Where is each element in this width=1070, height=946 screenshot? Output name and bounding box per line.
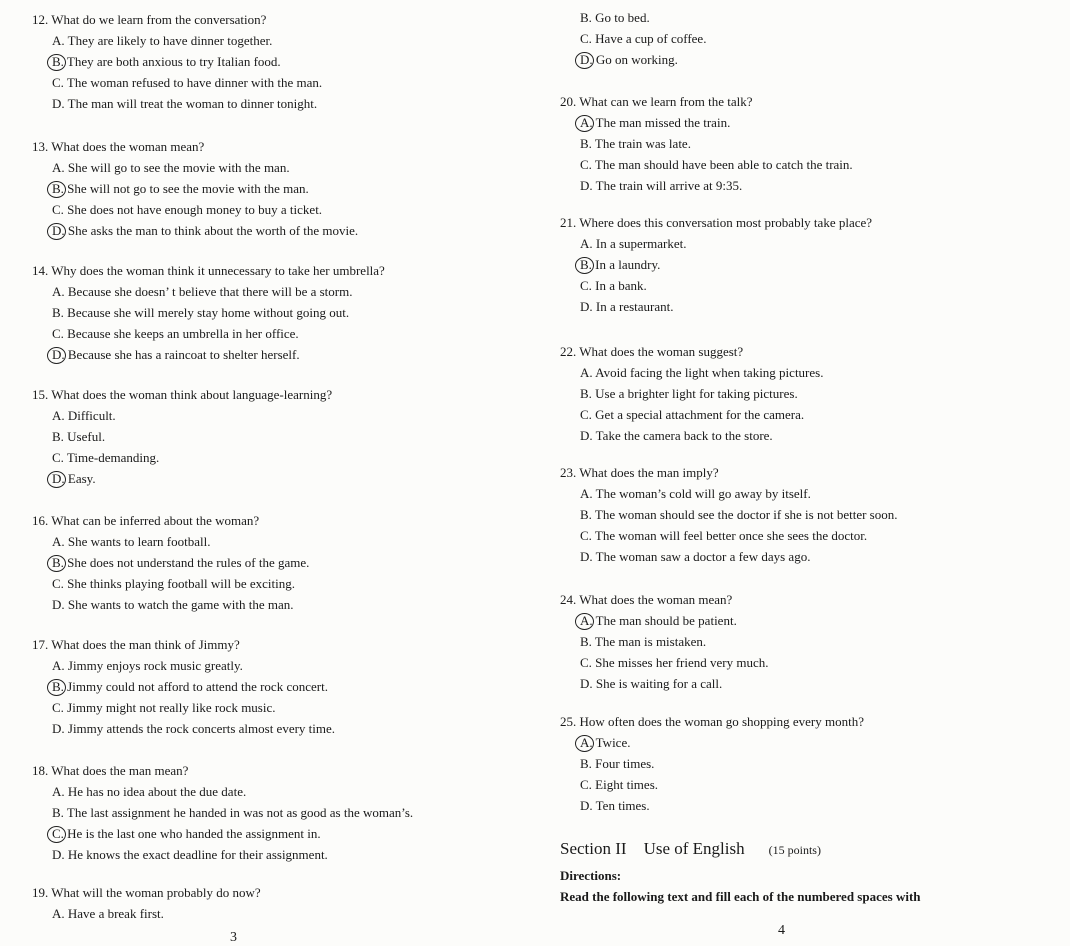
option-circled: A. Twice. [560,733,864,754]
question-stem: 13. What does the woman mean? [32,139,205,154]
option: C. Get a special attachment for the camera. [580,406,805,422]
option: A. Jimmy enjoys rock music greatly. [52,657,243,673]
option: C. She thinks playing football will be exciting. [52,575,296,591]
question-block [32,635,335,739]
option-circled: C. He is the last one who handed the assignment in. [32,824,413,845]
question-block [32,261,385,365]
section-points: (15 points) [768,843,821,857]
option: D. The man will treat the woman to dinner tonight. [52,95,318,111]
question-stem: 12. What do we learn from the conversation? [32,12,267,27]
question-block [560,213,872,317]
option: A. She will go to see the movie with the man. [52,159,290,175]
option-circled: B. She does not understand the rules of the game. [32,553,309,574]
option: C. The woman will feel better once she sees the doctor. [580,527,868,543]
option: D. Jimmy attends the rock concerts almost every time. [52,720,336,736]
option: A. He has no idea about the due date. [52,783,247,799]
option: B. Use a brighter light for taking pictures. [580,385,798,401]
option: C. Eight times. [580,776,658,792]
option: B. The woman should see the doctor if she is not better soon. [580,506,898,522]
question-stem: 15. What does the woman think about language-learning? [32,387,333,402]
option: A. Have a break first. [52,905,164,921]
option: A. Difficult. [52,407,116,423]
option: C. She misses her friend very much. [580,654,769,670]
option: C. Because she keeps an umbrella in her office. [52,325,299,341]
option-circled: D. Easy. [32,469,332,490]
option: A. They are likely to have dinner together. [52,32,273,48]
option: D. The woman saw a doctor a few days ago. [580,548,811,564]
continued-question-19 [560,8,706,71]
option: A. The woman’s cold will go away by itself. [580,485,811,501]
question-block [560,92,853,196]
option-circled: A. The man missed the train. [560,113,853,134]
question-block [32,511,309,615]
option-circled: B. Jimmy could not afford to attend the rock concert. [32,677,335,698]
question-block [560,590,768,694]
question-stem: 19. What will the woman probably do now? [32,885,261,900]
option: B. Go to bed. [580,10,650,25]
question-stem: 24. What does the woman mean? [560,592,733,607]
option: C. She does not have enough money to buy a ticket. [52,201,323,217]
question-block [32,761,413,865]
question-stem: 20. What can we learn from the talk? [560,94,753,109]
option-circled: A. The man should be patient. [560,611,768,632]
option: D. He knows the exact deadline for their assignment. [52,846,328,862]
question-stem: 16. What can be inferred about the woman? [32,513,260,528]
question-stem: 17. What does the man think of Jimmy? [32,637,240,652]
option-circled: B. She will not go to see the movie with the man. [32,179,358,200]
option: C. The man should have been able to catch the train. [580,156,853,172]
option-circled: D. She asks the man to think about the worth of the movie. [32,221,358,242]
question-block [32,10,322,114]
option: C. Jimmy might not really like rock music. [52,699,276,715]
section-title [560,834,821,859]
option: A. Because she doesn’ t believe that there will be a storm. [52,283,353,299]
question-stem: 21. Where does this conversation most probably take place? [560,215,873,230]
option: D. Take the camera back to the store. [580,427,773,443]
question-stem: 18. What does the man mean? [32,763,189,778]
option: B. The train was late. [580,135,691,151]
option: B. Useful. [52,428,106,444]
directions-text: Read the following text and fill each of the numbered spaces with [560,889,921,904]
option: C. Have a cup of coffee. [580,30,707,46]
option: A. In a supermarket. [580,235,687,251]
option: B. Four times. [580,755,655,771]
option: D. In a restaurant. [580,298,674,314]
directions-label: Directions: [560,868,622,883]
option: C. Time-demanding. [52,449,160,465]
option: B. Because she will merely stay home without going out. [52,304,350,320]
question-block [560,712,864,816]
option: A. Avoid facing the light when taking pictures. [580,364,824,380]
question-stem: 23. What does the man imply? [560,465,719,480]
question-stem: 25. How often does the woman go shopping every month? [560,714,865,729]
option: C. In a bank. [580,277,647,293]
option: A. She wants to learn football. [52,533,211,549]
option: C. The woman refused to have dinner with the man. [52,74,323,90]
option-circled: B. In a laundry. [560,255,872,276]
option-circled: D. Because she has a raincoat to shelter herself. [32,345,385,366]
question-block [560,463,897,567]
option-circled: D. Go on working. [560,50,706,71]
option: D. She wants to watch the game with the man. [52,596,294,612]
question-stem: 14. Why does the woman think it unnecessary to take her umbrella? [32,263,385,278]
option: D. She is waiting for a call. [580,675,723,691]
option: D. The train will arrive at 9:35. [580,177,743,193]
option-circled: B. They are both anxious to try Italian food. [32,52,322,73]
question-block [560,342,823,446]
option: D. Ten times. [580,797,650,813]
page-number-left: 3 [230,930,237,945]
option: B. The last assignment he handed in was not as good as the woman’s. [52,804,414,820]
section-title-text: Section II Use of English [560,839,745,858]
option: B. The man is mistaken. [580,633,707,649]
question-stem: 22. What does the woman suggest? [560,344,744,359]
question-block [32,385,332,489]
question-block [32,137,358,241]
question-block [32,883,261,925]
page-number-right: 4 [778,923,785,938]
